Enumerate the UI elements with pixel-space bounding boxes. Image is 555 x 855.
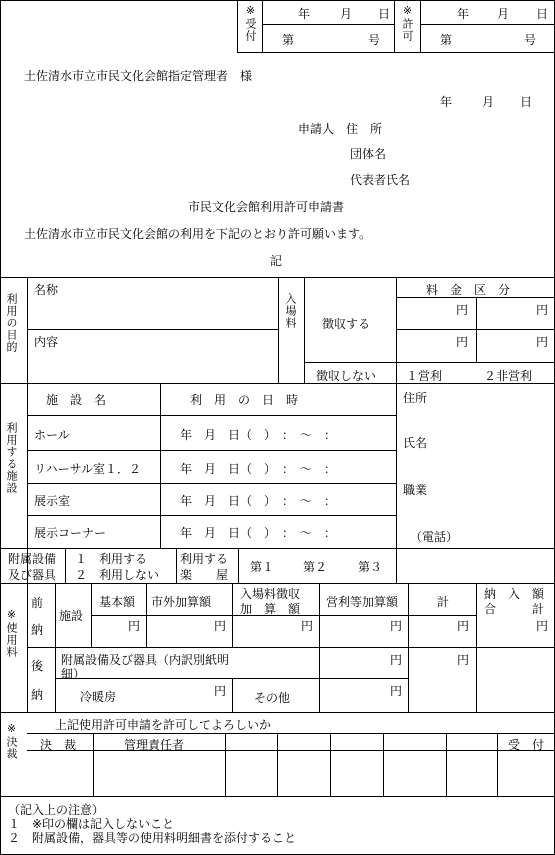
equipment-label-1: 附属設備 [8,552,57,566]
equipment-label-2: 及び器具 [8,568,57,582]
dressing-room-label-2: 楽 屋 [180,568,229,582]
contact-occupation-label: 職業 [403,483,428,497]
dressing-room-2: 第２ [303,560,328,574]
contact-address-label: 住所 [403,391,428,405]
kessai-label: 決 裁 [40,738,77,752]
permit-mark: ※許可 [401,4,414,42]
admission-surcharge-header-2: 加 算 額 [240,602,301,616]
postpaid-label-1: 後 [31,659,44,673]
yen-equipment: 円 [390,653,403,667]
datetime-col-header: 利 用 の 日 時 [190,393,299,407]
paid-total-header-1: 納 入 額 [484,587,545,601]
addressee: 土佐清水市立市民文化会館指定管理者 様 [24,69,253,83]
prepaid-label-2: 納 [31,623,44,637]
date-day: 日 [520,95,533,109]
note-item-2: ２ 附属設備，器具等の使用料明細書を添付すること [8,831,297,845]
fee-yen-4: 円 [536,335,549,349]
event-name-label: 名称 [34,283,59,297]
facility-row-1: ホール [34,428,70,442]
admission-label: 入場料 [284,293,297,329]
yen-paid-total: 円 [536,619,549,633]
receipt-label: 受 付 [508,738,545,752]
facility-row-3: 展示室 [34,494,71,508]
yen-aircon: 円 [214,684,227,698]
applicant-address-label: 申請人 住 所 [298,122,383,136]
permit-day: 日 [536,7,549,21]
collect-option: 徴収する [322,317,371,331]
fee-yen-1: 円 [456,303,469,317]
rep-name-label: 代表者氏名 [350,173,411,187]
admission-surcharge-header-1: 入場料徴収 [240,587,301,601]
receipt-day: 日 [378,7,391,21]
yen-commercial: 円 [390,619,403,633]
equipment-nouse-option: ２ 利用しない [75,568,160,582]
notes-title: （記入上の注意） [8,803,105,817]
yen-total-post: 円 [457,653,470,667]
fee-category-header: 料 金 区 分 [426,283,511,297]
group-name-label: 団体名 [350,147,387,161]
yen-other: 円 [390,684,403,698]
receipt-year: 年 [298,7,311,21]
approval-question: 上記使用許可申請を許可してよろしいか [55,718,272,732]
event-content-label: 内容 [34,335,59,349]
receipt-mark: ※受付 [244,4,257,42]
datetime-row-4: 年 月 日（ ） ： ～ ： [180,526,337,540]
paid-total-header-2: 合 計 [484,602,545,616]
permit-month: 月 [497,7,510,21]
equipment-detail-label-1: 附属設備及び器具（内訳別紙明 [61,653,230,667]
equipment-detail-label-2: 細） [61,667,86,681]
decision-section-label: ※決裁 [5,722,18,760]
purpose-section-label: 利用の目的 [5,293,18,353]
contact-name-label: 氏名 [403,436,428,450]
yen-total-pre: 円 [457,619,470,633]
note-item-1: １ ※印の欄は記入しないこと [8,817,175,831]
date-year: 年 [440,95,453,109]
base-amount-header: 基本額 [99,595,136,609]
facility-col-header: 施 設 名 [46,393,107,407]
aircon-label: 冷暖房 [80,690,117,704]
date-month: 月 [482,95,495,109]
receipt-month: 月 [340,7,353,21]
fee-yen-2: 円 [536,303,549,317]
not-collect-option: 徴収しない [316,369,377,383]
outside-city-header: 市外加算額 [151,595,212,609]
dressing-room-3: 第３ [358,560,383,574]
permit-year: 年 [457,7,470,21]
permit-go: 号 [524,33,537,47]
facility-row-4: 展示コーナー [34,526,107,540]
permit-dai: 第 [440,33,453,47]
yen-base: 円 [128,619,141,633]
prepaid-label-1: 前 [31,596,44,610]
contact-phone-label: （電話） [410,530,459,544]
yen-outside: 円 [214,619,227,633]
postpaid-label-2: 納 [31,688,44,702]
datetime-row-1: 年 月 日（ ） ： ～ ： [180,428,337,442]
dressing-room-label-1: 利用する [180,552,229,566]
datetime-row-2: 年 月 日（ ） ： ～ ： [180,462,337,476]
commercial-option: １営利 [406,369,443,383]
noncommercial-option: ２非営利 [484,369,533,383]
request-text: 土佐清水市立市民文化会館の利用を下記のとおり許可願います。 [24,227,372,241]
datetime-row-3: 年 月 日（ ） ： ～ ： [180,494,337,508]
form-title: 市民文化会館利用許可申請書 [188,200,345,214]
fee-yen-3: 円 [456,335,469,349]
other-label: その他 [254,691,291,705]
receipt-go: 号 [368,33,381,47]
equipment-use-option: １ 利用する [75,552,148,566]
fee-facility-label: 施設 [59,609,84,623]
commercial-surcharge-header: 営利等加算額 [326,595,399,609]
ki-label: 記 [270,254,283,268]
usage-fee-section-label: ※使用料 [5,608,18,658]
total-header: 計 [437,595,450,609]
manager-label: 管理責任者 [124,738,185,752]
facilities-section-label: 利用する施設 [5,422,18,494]
yen-admission: 円 [301,619,314,633]
dressing-room-1: 第１ [250,560,275,574]
receipt-dai: 第 [282,33,295,47]
facility-row-2: リハーサル室１．２ [34,462,142,476]
